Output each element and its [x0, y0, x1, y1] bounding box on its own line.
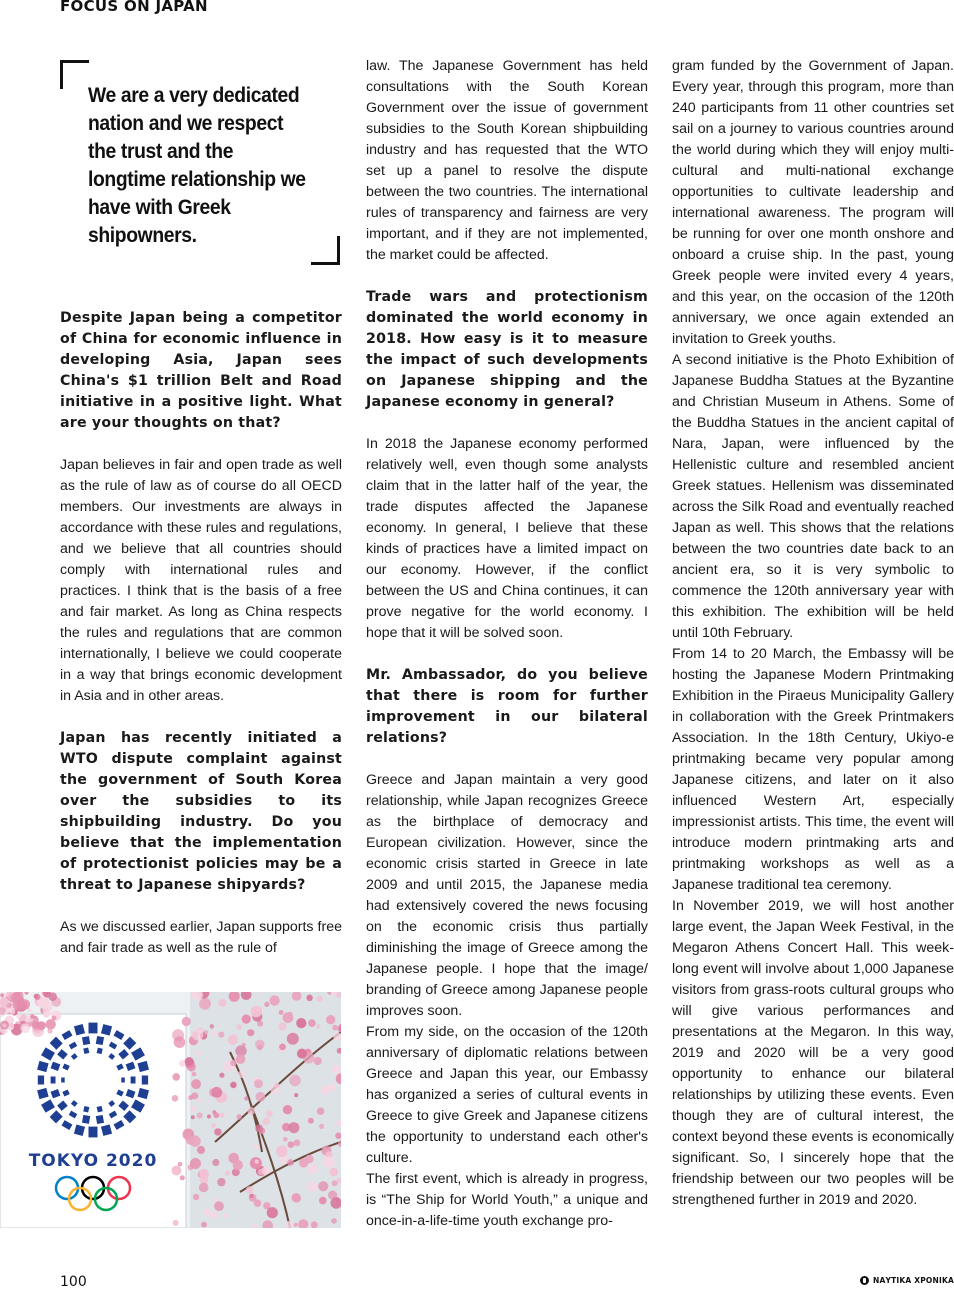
tokyo-2020-photo: [0, 992, 341, 1228]
article-column-1: [60, 308, 342, 959]
interview-question: Japan has recently initiated a WTO dispute complaint against the government of South Korea over the subsidies to its shipbuilding industry. Do you believe that the implementation of protectionist policies may be a threat to Japanese shipyards?: [60, 730, 342, 893]
body-paragraph: Greece and Japan maintain a very good relationship, while Japan recognizes Greece as the birthplace of democracy and European civilization. However, since the economic crisis started in Greece in late 2009 and until 2015, the Japanese media had extensively covered the news focusing on the economic crisis thus partially diminishing the image of Greece among the Japanese people. I hope that the image/ branding of Greece among Japanese people improves soon.: [366, 772, 648, 1019]
pull-quote: [60, 60, 340, 265]
section-header: FOCUS ON JAPAN: [60, 0, 208, 15]
interview-question: Mr. Ambassador, do you believe that there is room for further improvement in our bilateral relations?: [366, 667, 648, 746]
article-column-3: [672, 56, 954, 1211]
body-paragraph: law. The Japanese Government has held consultations with the South Korean Government over the issue of government subsidies to the South Korean shipbuilding industry and has requested that the WTO set up a panel to resolve the dispute between the two countries. The international rules of transparency and fairness are very important, and if they are not implemented, the market could be affected.: [366, 58, 648, 263]
tokyo-2020-banner-illustration: [0, 992, 341, 1228]
body-paragraph: gram funded by the Government of Japan. Every year, through this program, more than 240 participants from 11 other countries set sail on a journey to various countries around the world during which they will enjoy multi-cultural and multi-national exchange opportunities to cultivate leadership and international awareness. The program will be running for over one month onshore and onboard a cruise ship. In the past, young Greek people were invited every 4 years, and this year, on the occasion of the 120th anniversary, we once again extended an invitation to Greek youths.: [672, 58, 954, 347]
quote-bracket-bottom-right: [311, 236, 340, 265]
body-paragraph: Japan believes in fair and open trade as well as the rule of law as of course do all OECD members. Our investments are always in accordance with these rules and regulations, and we believe that all countries should comply with international rules and practices. I think that is the basis of a free and fair market. As long as China respects the rules and regulations that are common internationally, I believe we could cooperate in a way that brings economic development in Asia and in other areas.: [60, 457, 342, 704]
banner-text: TOKYO 2020: [28, 1151, 158, 1171]
body-paragraph: As we discussed earlier, Japan supports free and fair trade as well as the rule of: [60, 919, 342, 956]
body-paragraph: From my side, on the occasion of the 120th anniversary of diplomatic relations between Greece and Japan this year, our Embassy has organized a series of cultural events in Greece to give Greek and Japanese citizens the opportunity to understand each other's culture.: [366, 1024, 648, 1166]
article-column-2: [366, 56, 648, 1232]
body-paragraph: In November 2019, we will host another large event, the Japan Week Festival, in the Megaron Athens Concert Hall. This week-long event will involve about 1,000 Japanese visitors from grass-roots cultural groups who will give various performances and presentations at the Megaron. In this way, 2019 and 2020 will be a very good opportunity to enhance our bilateral relationships by utilizing these events. Even though they are of cultural interest, the context beyond these events is economically significant. So, I sincerely hope that the friendship between our two peoples will be strengthened further in 2019 and 2020.: [672, 898, 954, 1208]
interview-question: Despite Japan being a competitor of China for economic influence in developing Asia, Japan sees China's $1 trillion Belt and Road initiative in a positive light. What are your thoughts on that?: [60, 310, 342, 431]
page-number: 100: [60, 1274, 87, 1290]
body-paragraph: The first event, which is already in progress, is “The Ship for World Youth,” a unique and once-in-a-life-time youth exchange pro-: [366, 1171, 648, 1229]
publication-brand: [860, 1276, 954, 1285]
quote-bracket-top-left: [60, 60, 89, 89]
ship-icon: [860, 1276, 869, 1285]
brand-name: ΝΑΥΤΙΚΑ ΧΡΟΝΙΚΑ: [873, 1276, 954, 1285]
body-paragraph: From 14 to 20 March, the Embassy will be hosting the Japanese Modern Printmaking Exhibition in the Piraeus Municipality Gallery in collaboration with the Greek Printmakers Association. In the 18th Century, Ukiyo-e printmaking became very popular among Japanese citizens, and later on it also influenced Western Art, especially impressionist artists. This time, the event will introduce modern printmaking arts and printmaking workshops as well as a Japanese traditional tea ceremony.: [672, 646, 954, 893]
interview-question: Trade wars and protectionism dominated the world economy in 2018. How easy is it to measure the impact of such developments on Japanese shipping and the Japanese economy in general?: [366, 289, 648, 410]
body-paragraph: In 2018 the Japanese economy performed relatively well, even though some analysts claim that in the latter half of the year, the trade disputes affected the Japanese economy. In general, I believe that these kinds of practices have a limited impact on our economy. However, if the conflict between the US and China continues, it can prove negative for the world economy. I hope that it will be solved soon.: [366, 436, 648, 641]
pull-quote-text: We are a very dedicated nation and we respect the trust and the longtime relationship we have with Greek shipowners.: [88, 84, 306, 247]
body-paragraph: A second initiative is the Photo Exhibition of Japanese Buddha Statues at the Byzantine and Christian Museum in Athens. Some of the Buddha Statues in the ancient capital of Nara, Japan, were influenced by the Hellenistic culture and resembled ancient Greek statues. Hellenism was disseminated across the Silk Road and eventually reached Japan as well. This shows that the relations between the two countries date back to an ancient era, so it is very symbolic to commence the 120th anniversary year with this exhibition. The exhibition will be held until 10th February.: [672, 352, 954, 641]
